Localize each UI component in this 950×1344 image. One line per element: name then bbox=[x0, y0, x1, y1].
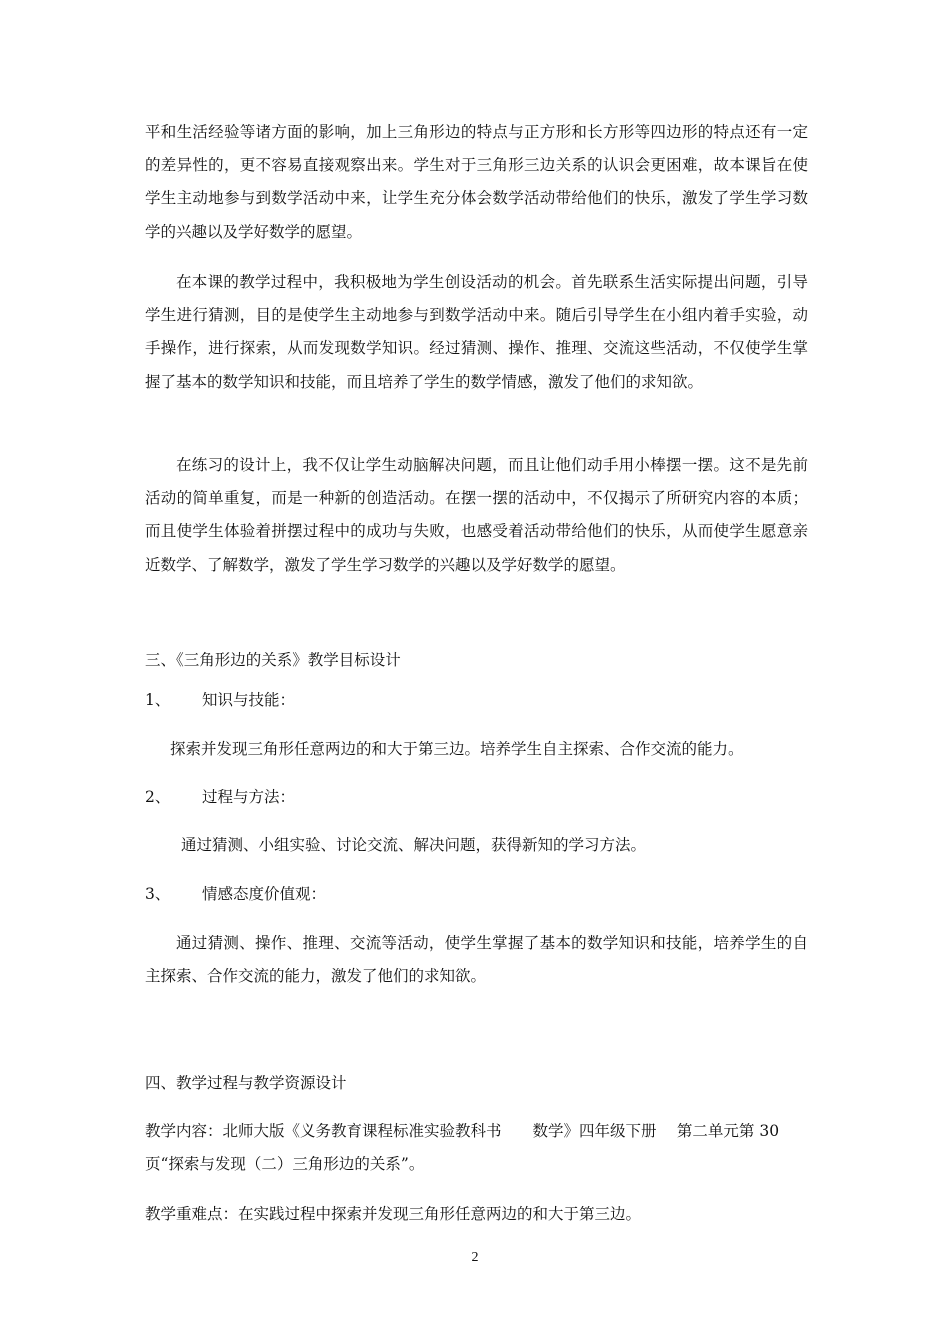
objective-3-body: 通过猜测、操作、推理、交流等活动，使学生掌握了基本的数学知识和技能，培养学生的自主探索、合作交流的能力，激发了他们的求知欲。 bbox=[145, 934, 808, 986]
objective-1-body: 探索并发现三角形任意两边的和大于第三边。培养学生自主探索、合作交流的能力。 bbox=[170, 740, 744, 758]
paragraph-exercise-design: 在练习的设计上，我不仅让学生动脑解决问题，而且让他们动手用小棒摆一摆。这不是先前活动的简单重复，而是一种新的创造活动。在摆一摆的活动中，不仅揭示了所研究内容的本质；而且使学生体验着拼摆过程中的成功与失败，也感受着活动带给他们的快乐，从而使学生愿意亲近数学、了解数学，激发了学生学习数学的兴趣以及学好数学的愿望。 bbox=[145, 456, 808, 574]
objective-2-title bbox=[145, 785, 295, 807]
objective-3-title bbox=[145, 882, 326, 904]
teaching-content-line-1: 教学内容：北师大版《义务教育课程标准实验教科书 数学》四年级下册 第二单元第 30 bbox=[145, 1122, 780, 1140]
section-4-heading: 四、教学过程与教学资源设计 bbox=[145, 1074, 347, 1092]
objective-3-number: 3、 bbox=[145, 885, 171, 903]
objective-3-label: 情感态度价值观： bbox=[202, 885, 327, 903]
teaching-key-points: 教学重难点：在实践过程中探索并发现三角形任意两边的和大于第三边。 bbox=[145, 1205, 642, 1223]
objective-1-number: 1、 bbox=[145, 691, 171, 709]
paragraph-continued: 平和生活经验等诸方面的影响，加上三角形边的特点与正方形和长方形等四边形的特点还有一定的差异性的，更不容易直接观察出来。学生对于三角形三边关系的认识会更困难，故本课旨在使学生主动地参与到数学活动中来，让学生充分体会数学活动带给他们的快乐，激发了学生学习数学的兴趣以及学好数学的愿望。 bbox=[145, 123, 808, 241]
teaching-content-line-2: 页“探索与发现（二）三角形边的关系”。 bbox=[145, 1155, 425, 1173]
page-number: 2 bbox=[471, 1250, 479, 1265]
paragraph-teaching-process: 在本课的教学过程中，我积极地为学生创设活动的机会。首先联系生活实际提出问题，引导学生进行猜测，目的是使学生主动地参与到数学活动中来。随后引导学生在小组内着手实验，动手操作，进行探索，从而发现数学知识。经过猜测、操作、推理、交流这些活动，不仅使学生掌握了基本的数学知识和技能，而且培养了学生的数学情感，激发了他们的求知欲。 bbox=[145, 273, 808, 391]
objective-2-label: 过程与方法： bbox=[202, 788, 296, 806]
objective-2-body: 通过猜测、小组实验、讨论交流、解决问题，获得新知的学习方法。 bbox=[181, 836, 647, 854]
objective-2-number: 2、 bbox=[145, 788, 171, 806]
section-3-heading: 三、《三角形边的关系》教学目标设计 bbox=[145, 651, 401, 669]
objective-1-title bbox=[145, 688, 295, 710]
objective-1-label: 知识与技能： bbox=[202, 691, 296, 709]
